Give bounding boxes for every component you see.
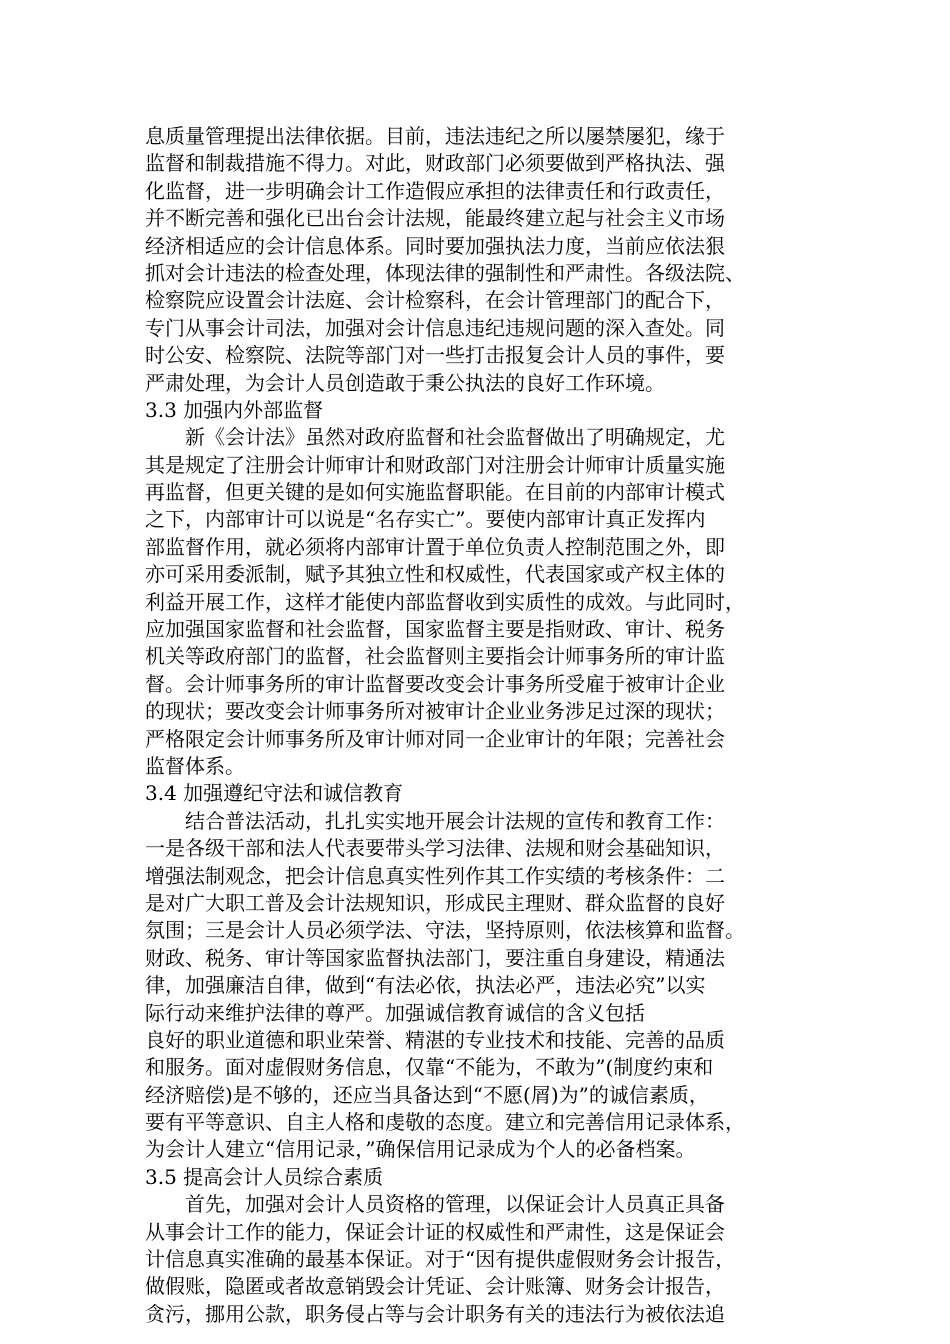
text-line: 监督体系。: [145, 753, 245, 778]
text-line: 律，加强廉洁自律，做到“有法必依，执法必严，违法必究”以实: [145, 973, 706, 998]
text-line: 之下，内部审计可以说是“名存实亡”。要使内部审计真正发挥内: [145, 507, 706, 532]
section-heading-3-3: 3.3 加强内外部监督: [145, 397, 324, 422]
section-heading-3-4: 3.4 加强遵纪守法和诚信教育: [145, 781, 404, 806]
text-line: 际行动来维护法律的尊严。加强诚信教育诚信的含义包括: [145, 1000, 645, 1025]
text-line: 亦可采用委派制，赋予其独立性和权威性，代表国家或产权主体的: [145, 562, 725, 587]
text-line: 息质量管理提出法律依据。目前，违法违纪之所以屡禁屡犯，缘于: [145, 124, 725, 148]
text-line: 严肃处理，为会计人员创造敢于秉公执法的良好工作环境。: [145, 370, 665, 395]
text-line: 经济相适应的会计信息体系。同时要加强执法力度，当前应依法狠: [145, 233, 725, 258]
text-line: 计信息真实准确的最基本保证。对于“因有提供虚假财务会计报告，: [145, 1247, 736, 1272]
text-line: 抓对会计违法的检查处理，体现法律的强制性和严肃性。各级法院、: [145, 260, 745, 285]
text-line: 检察院应设置会计法庭、会计检察科，在会计管理部门的配合下，: [145, 288, 725, 313]
text-line: 并不断完善和强化已出台会计法规，能最终建立起与社会主义市场: [145, 206, 725, 231]
text-line: 财政、税务、审计等国家监督执法部门，要注重自身建设，精通法: [145, 945, 725, 970]
paragraph-continuation: [145, 123, 825, 397]
text-line: 监督和制裁措施不得力。对此，财政部门必须要做到严格执法、强: [145, 151, 725, 176]
text-line: 严格限定会计师事务所及审计师对同一企业审计的年限；完善社会: [145, 726, 725, 751]
paragraph-law-integrity-education: [145, 808, 825, 1164]
text-line: 经济赔偿)是不够的，还应当具备达到“不愿(屑)为”的诚信素质，: [145, 1082, 709, 1107]
text-line: 利益开展工作，这样才能使内部监督收到实质性的成效。与此同时，: [145, 589, 745, 614]
text-line: 首先，加强对会计人员资格的管理，以保证会计人员真正具备: [185, 1192, 725, 1217]
document-page: [145, 123, 825, 1328]
text-line: 氛围；三是会计人员必须学法、守法，坚持原则，依法核算和监督。: [145, 918, 745, 943]
text-line: 督。会计师事务所的审计监督要改变会计事务所受雇于被审计企业: [145, 671, 725, 696]
text-line: 贪污，挪用公款，职务侵占等与会计职务有关的违法行为被依法追: [145, 1301, 725, 1326]
text-line: 结合普法活动，扎扎实实地开展会计法规的宣传和教育工作：: [185, 808, 725, 833]
paragraph-internal-external-supervision: [145, 424, 825, 780]
text-line: 为会计人建立“信用记录，”确保信用记录成为个人的必备档案。: [145, 1137, 696, 1162]
text-line: 良好的职业道德和职业荣誉、精湛的专业技术和技能、完善的品质: [145, 1027, 725, 1052]
text-line: 其是规定了注册会计师审计和财政部门对注册会计师审计质量实施: [145, 452, 725, 477]
text-line: 从事会计工作的能力，保证会计证的权威性和严肃性，这是保证会: [145, 1219, 725, 1244]
text-line: 做假账，隐匿或者故意销毁会计凭证、会计账簿、财务会计报告，: [145, 1274, 725, 1299]
text-line: 再监督，但更关键的是如何实施监督职能。在目前的内部审计模式: [145, 480, 725, 505]
text-line: 和服务。面对虚假财务信息，仅靠“不能为，不敢为”(制度约束和: [145, 1055, 714, 1080]
text-line: 新《会计法》虽然对政府监督和社会监督做出了明确规定，尤: [185, 425, 725, 450]
text-line: 化监督，进一步明确会计工作造假应承担的法律责任和行政责任，: [145, 178, 725, 203]
paragraph-accountant-quality: [145, 1191, 825, 1328]
text-line: 时公安、检察院、法院等部门对一些打击报复会计人员的事件，要: [145, 343, 725, 368]
text-line: 要有平等意识、自主人格和虔敬的态度。建立和完善信用记录体系，: [145, 1110, 745, 1135]
text-line: 的现状；要改变会计师事务所对被审计企业业务涉足过深的现状；: [145, 699, 725, 724]
text-line: 一是各级干部和法人代表要带头学习法律、法规和财会基础知识，: [145, 836, 725, 861]
text-line: 机关等政府部门的监督，社会监督则主要指会计师事务所的审计监: [145, 644, 725, 669]
section-heading-3-5: 3.5 提高会计人员综合素质: [145, 1164, 384, 1189]
text-line: 专门从事会计司法，加强对会计信息违纪违规问题的深入查处。同: [145, 315, 725, 340]
text-line: 增强法制观念，把会计信息真实性列作其工作实绩的考核条件：二: [145, 863, 725, 888]
text-line: 应加强国家监督和社会监督，国家监督主要是指财政、审计、税务: [145, 617, 725, 642]
text-line: 部监督作用，就必须将内部审计置于单位负责人控制范围之外，即: [145, 534, 725, 559]
text-line: 是对广大职工普及会计法规知识，形成民主理财、群众监督的良好: [145, 890, 725, 915]
